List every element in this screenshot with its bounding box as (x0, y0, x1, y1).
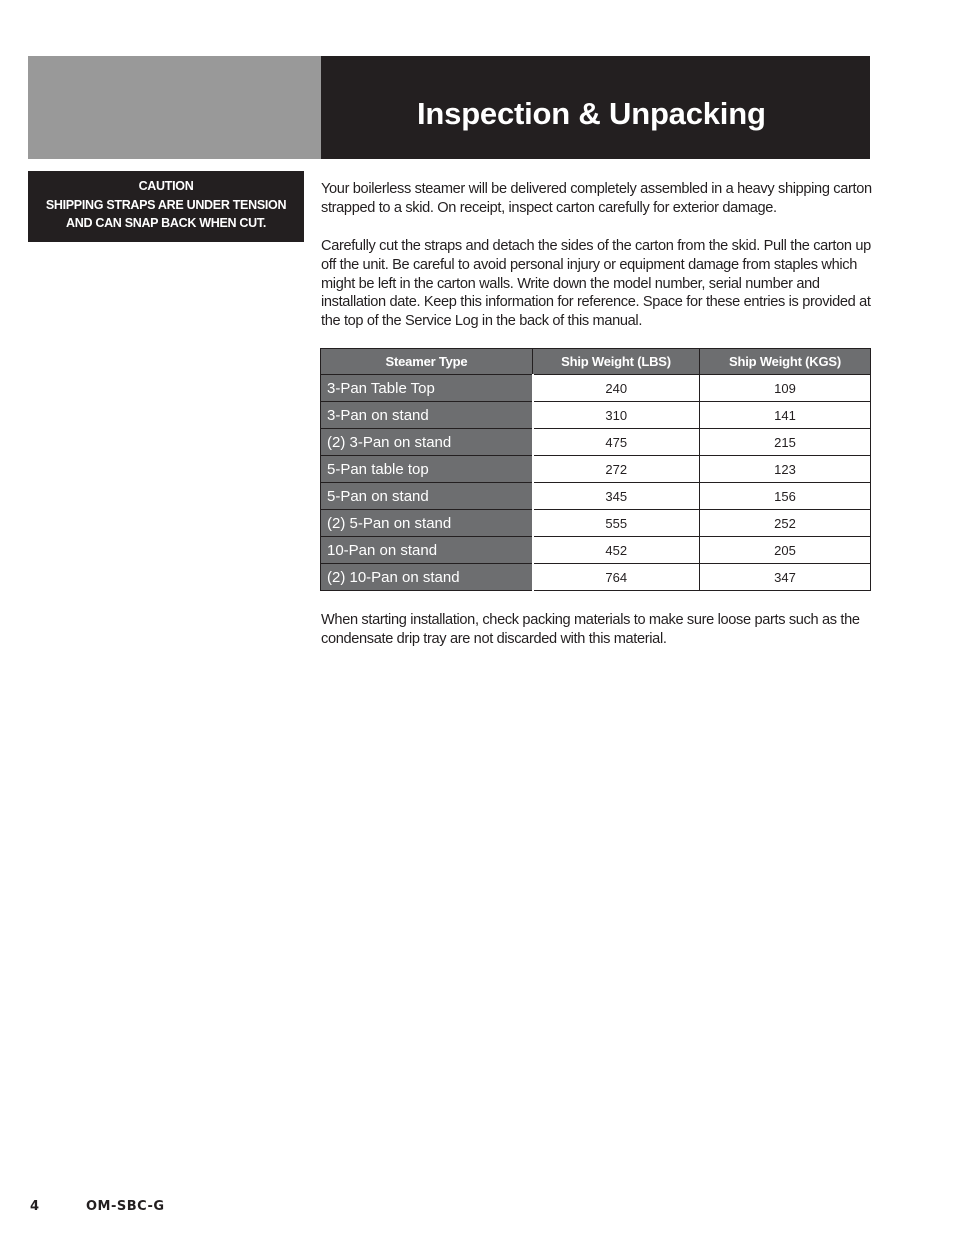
steamer-type-cell: 5-Pan table top (321, 456, 533, 483)
steamer-type-cell: 5-Pan on stand (321, 483, 533, 510)
weight-lbs-cell: 240 (533, 375, 700, 402)
weight-lbs-cell: 764 (533, 564, 700, 591)
caution-line: AND CAN SNAP BACK WHEN CUT. (65, 216, 266, 230)
weight-lbs-cell: 345 (533, 483, 700, 510)
weight-kgs-cell: 252 (700, 510, 871, 537)
caution-heading: CAUTION (138, 179, 194, 193)
page-number: 4 (30, 1199, 40, 1214)
column-header-ship-weight-lbs: Ship Weight (LBS) (533, 349, 700, 375)
steamer-type-cell: (2) 5-Pan on stand (321, 510, 533, 537)
column-header-ship-weight-kgs: Ship Weight (KGS) (700, 349, 871, 375)
table-row (321, 456, 871, 483)
document-code: OM-SBC-G (86, 1199, 165, 1214)
weight-lbs-cell: 475 (533, 429, 700, 456)
caution-box (28, 171, 304, 242)
installation-paragraph: When starting installation, check packing materials to make sure loose parts such as the condensate drip tray are not discarded with this material. (321, 612, 860, 647)
steamer-type-cell: 10-Pan on stand (321, 537, 533, 564)
weight-lbs-cell: 452 (533, 537, 700, 564)
steamer-type-cell: (2) 10-Pan on stand (321, 564, 533, 591)
weight-lbs-cell: 310 (533, 402, 700, 429)
table-row (321, 510, 871, 537)
header-title-band (321, 56, 870, 159)
weight-kgs-cell: 215 (700, 429, 871, 456)
weight-lbs-cell: 555 (533, 510, 700, 537)
caution-line: SHIPPING STRAPS ARE UNDER TENSION (45, 197, 287, 212)
weight-kgs-cell: 141 (700, 402, 871, 429)
column-header-steamer-type: Steamer Type (321, 349, 533, 375)
table-row (321, 564, 871, 591)
ship-weight-table (320, 348, 871, 591)
table-header-row (321, 349, 871, 375)
delivery-paragraph: Your boilerless steamer will be delivered completely assembled in a heavy shipping carton strapped to a skid. On receipt, inspect carton carefully for exterior damage. (321, 181, 872, 216)
page-title: Inspection & Unpacking (417, 96, 766, 131)
weight-kgs-cell: 123 (700, 456, 871, 483)
steamer-type-cell: 3-Pan on stand (321, 402, 533, 429)
header-gray-band (28, 56, 321, 159)
unpacking-paragraph: Carefully cut the straps and detach the sides of the carton from the skid. Pull the carton up off the unit. Be careful to avoid personal injury or equipment damage from staples which might be left in the carton walls. Write down the model number, serial number and installation date. Keep this information for reference. Space for these entries is provided at the top of the Service Log in the back of this manual. (321, 238, 871, 330)
weight-kgs-cell: 347 (700, 564, 871, 591)
table-row (321, 429, 871, 456)
weight-kgs-cell: 205 (700, 537, 871, 564)
table-row (321, 483, 871, 510)
steamer-type-cell: 3-Pan Table Top (321, 375, 533, 402)
table-row (321, 375, 871, 402)
weight-kgs-cell: 156 (700, 483, 871, 510)
weight-lbs-cell: 272 (533, 456, 700, 483)
steamer-type-cell: (2) 3-Pan on stand (321, 429, 533, 456)
table-row (321, 402, 871, 429)
weight-kgs-cell: 109 (700, 375, 871, 402)
table-row (321, 537, 871, 564)
